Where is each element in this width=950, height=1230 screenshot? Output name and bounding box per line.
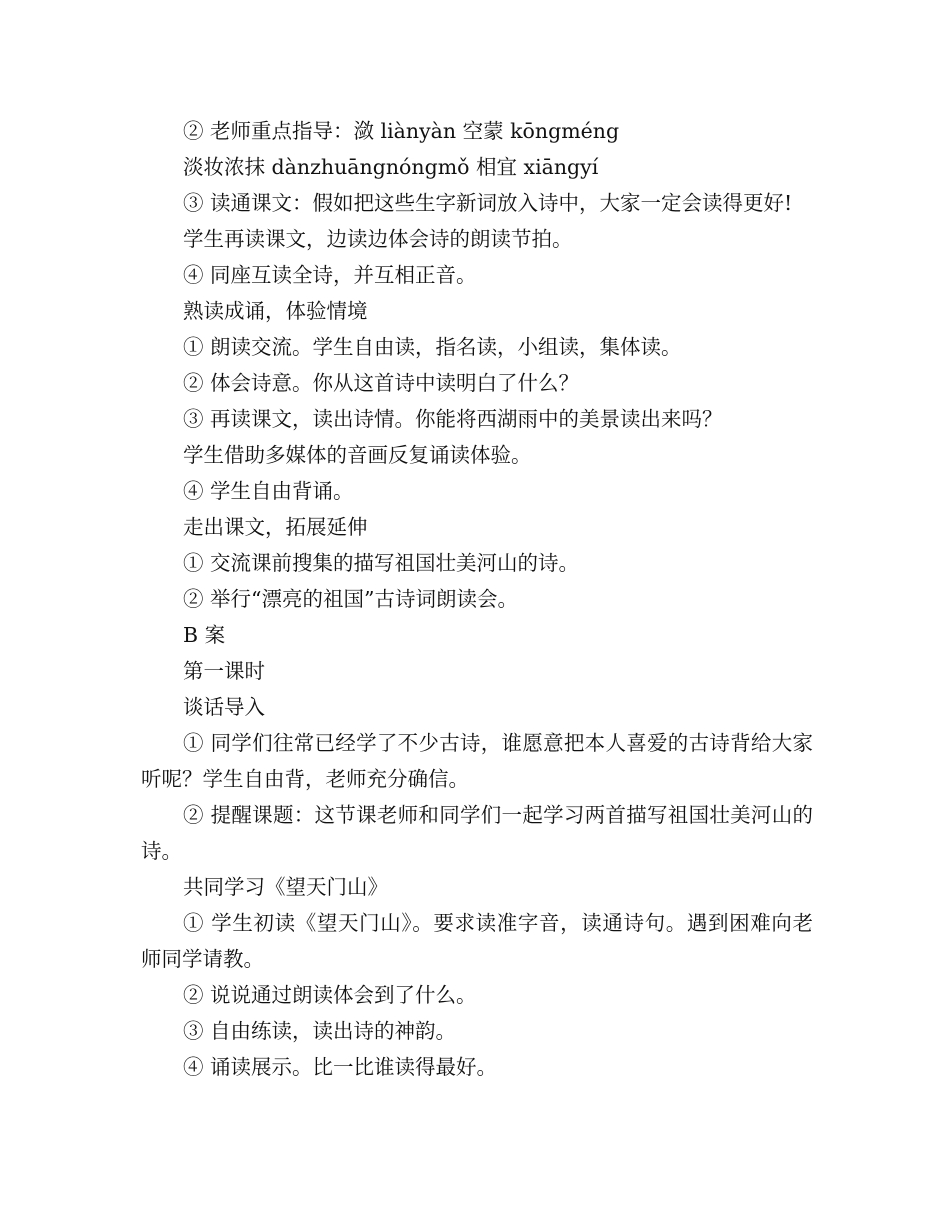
paragraph: ② 说说通过朗读体会到了什么。 [183,983,477,1007]
paragraph: ② 老师重点指导：潋 liànyàn 空蒙 kōngméng [183,119,620,143]
section-heading: 谈话导入 [183,695,266,719]
paragraph: 学生借助多媒体的音画反复诵读体验。 [183,443,532,467]
paragraph: ② 体会诗意。你从这首诗中读明白了什么？ [183,371,580,395]
paragraph: ① 同学们往常已经学了不少古诗，谁愿意把本人喜爱的古诗背给大家听呢？学生自由背，老师充分确信。 [141,731,813,791]
paragraph: ③ 读通课文：假如把这些生字新词放入诗中，大家一定会读得更好! [183,191,793,215]
paragraph: ① 学生初读《望天门山》。要求读准字音，读通诗句。遇到困难向老师同学请教。 [141,911,813,971]
section-heading: B 案 [183,623,226,647]
paragraph: ③ 自由练读，读出诗的神韵。 [183,1019,457,1043]
section-heading: 共同学习《望天门山》 [183,875,389,899]
document-body [141,113,813,1085]
paragraph: ④ 学生自由背诵。 [183,479,354,503]
paragraph: 学生再读课文，边读边体会诗的朗读节拍。 [183,227,573,251]
paragraph: 淡妆浓抹 dànzhuāngnóngmǒ 相宜 xiāngyí [183,155,599,179]
section-heading: 走出课文，拓展延伸 [183,515,368,539]
paragraph: ③ 再读课文，读出诗情。你能将西湖雨中的美景读出来吗？ [183,407,723,431]
paragraph: ④ 诵读展示。比一比谁读得最好。 [183,1055,498,1079]
section-heading: 第一课时 [183,659,266,683]
paragraph: ④ 同座互读全诗，并互相正音。 [183,263,477,287]
section-heading: 熟读成诵，体验情境 [183,299,368,323]
paragraph: ② 提醒课题：这节课老师和同学们一起学习两首描写祖国壮美河山的诗。 [141,803,813,863]
paragraph: ① 交流课前搜集的描写祖国壮美河山的诗。 [183,551,580,575]
paragraph: ② 举行“漂亮的祖国”古诗词朗读会。 [183,587,518,611]
paragraph: ① 朗读交流。学生自由读，指名读，小组读，集体读。 [183,335,682,359]
